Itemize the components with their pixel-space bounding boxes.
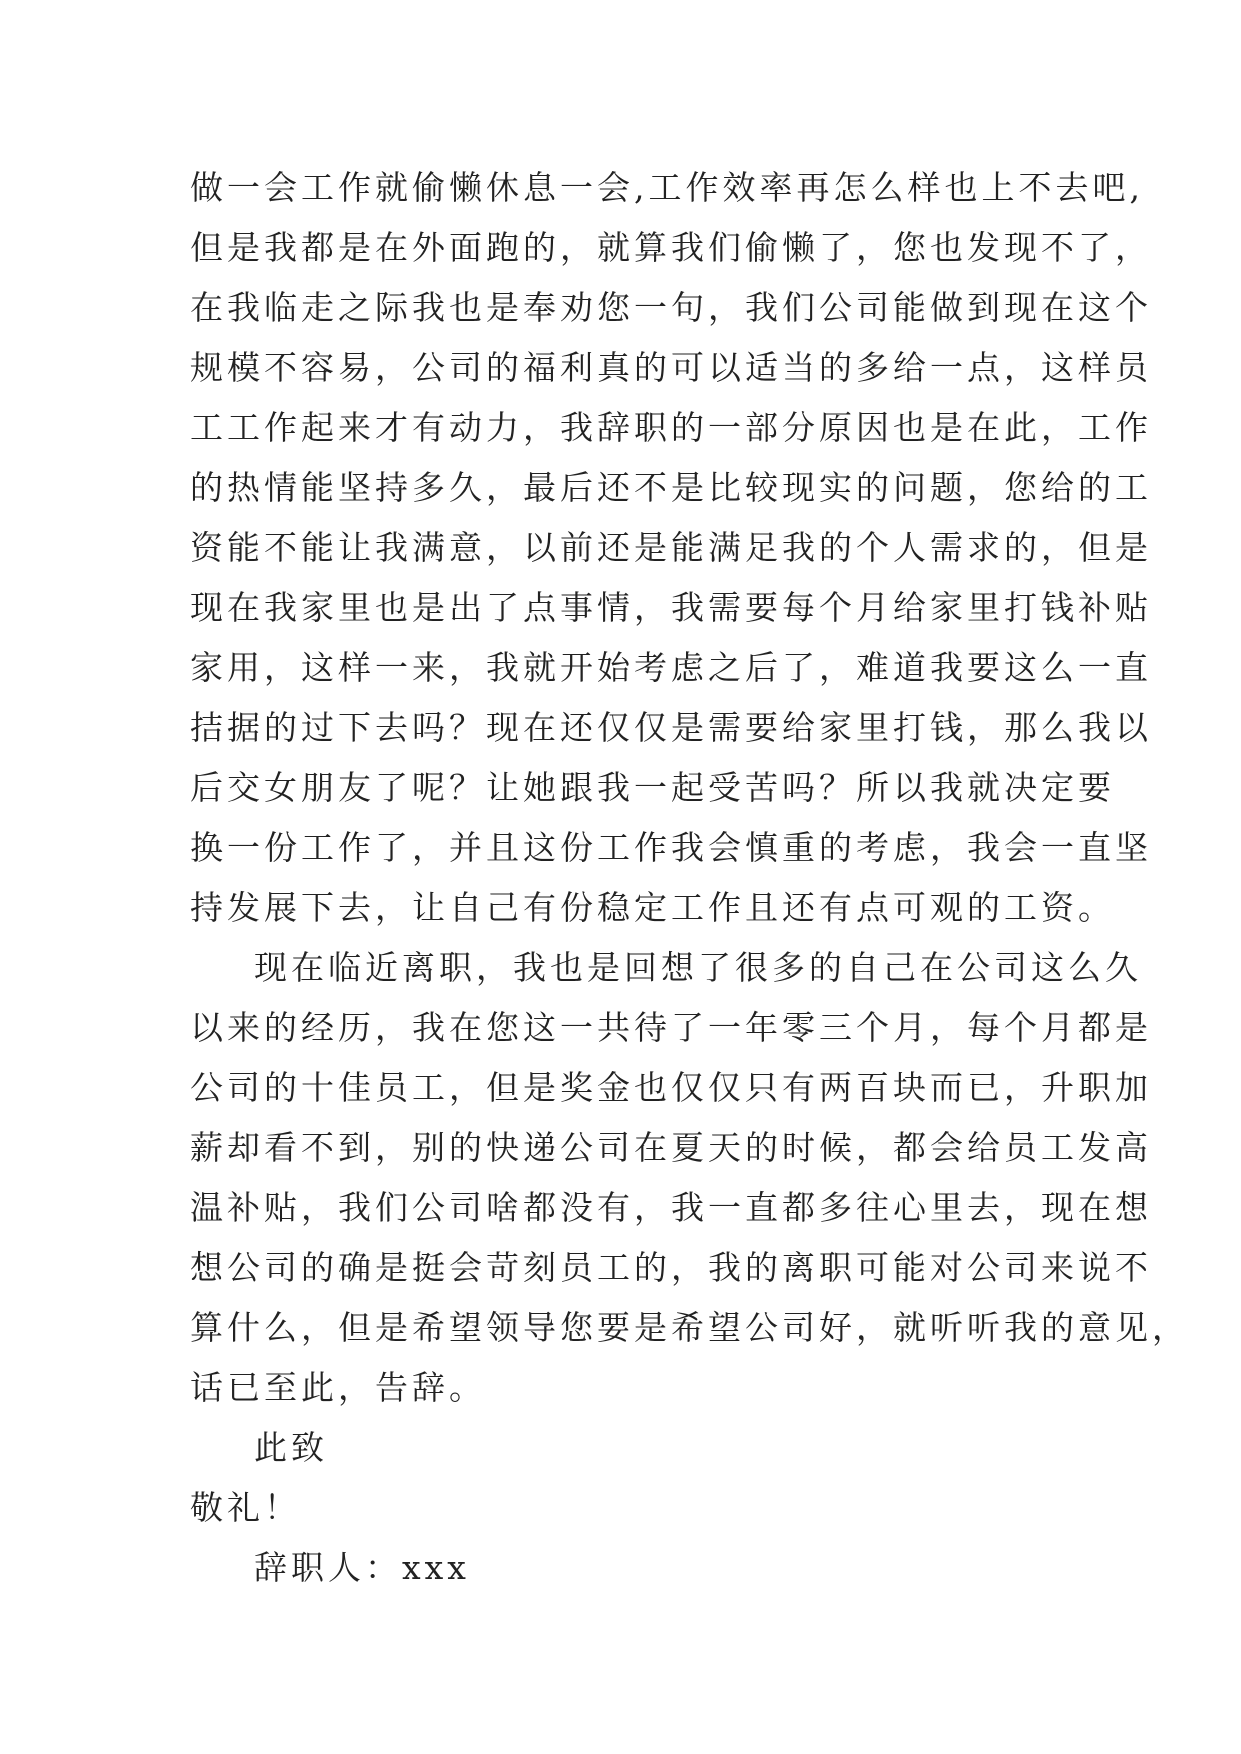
text-line: 家用，这样一来，我就开始考虑之后了，难道我要这么一直 xyxy=(190,648,1152,687)
text-line: 但是我都是在外面跑的，就算我们偷懒了，您也发现不了， xyxy=(190,228,1152,267)
text-line: 话已至此，告辞。 xyxy=(190,1368,486,1407)
text-line: 拮据的过下去吗？现在还仅仅是需要给家里打钱，那么我以 xyxy=(190,708,1152,747)
text-line: 算什么，但是希望领导您要是希望公司好，就听听我的意见， xyxy=(190,1308,1189,1347)
text-line: 以来的经历，我在您这一共待了一年零三个月，每个月都是 xyxy=(190,1008,1152,1047)
text-line: 资能不能让我满意，以前还是能满足我的个人需求的，但是 xyxy=(190,528,1152,567)
text-line: 公司的十佳员工，但是奖金也仅仅只有两百块而已，升职加 xyxy=(190,1068,1152,1107)
text-line: 后交女朋友了呢？让她跟我一起受苦吗？所以我就决定要 xyxy=(190,768,1115,807)
paragraph-2 xyxy=(190,938,1189,1418)
text-line: 换一份工作了，并且这份工作我会慎重的考虑，我会一直坚 xyxy=(190,828,1152,867)
text-line: 规模不容易，公司的福利真的可以适当的多给一点，这样员 xyxy=(190,348,1152,387)
text-line: 工工作起来才有动力，我辞职的一部分原因也是在此，工作 xyxy=(190,408,1152,447)
text-line: 想公司的确是挺会苛刻员工的，我的离职可能对公司来说不 xyxy=(190,1248,1152,1287)
text-line: 温补贴，我们公司啥都没有，我一直都多往心里去，现在想 xyxy=(190,1188,1152,1227)
text-line: 现在我家里也是出了点事情，我需要每个月给家里打钱补贴 xyxy=(190,588,1152,627)
text-line: 持发展下去，让自己有份稳定工作且还有点可观的工资。 xyxy=(190,888,1115,927)
text-line: 现在临近离职，我也是回想了很多的自己在公司这么久 xyxy=(254,948,1142,987)
text-line: 在我临走之际我也是奉劝您一句，我们公司能做到现在这个 xyxy=(190,288,1152,327)
letter-body xyxy=(190,158,1189,1598)
text-line: 的热情能坚持多久，最后还不是比较现实的问题，您给的工 xyxy=(190,468,1152,507)
text-line: 薪却看不到，别的快递公司在夏天的时候，都会给员工发高 xyxy=(190,1128,1152,1167)
text-line: 做一会工作就偷懒休息一会,工作效率再怎么样也上不去吧, xyxy=(190,168,1144,207)
paragraph-1 xyxy=(190,158,1152,938)
signature: 辞职人：xxx xyxy=(254,1548,470,1587)
closing-regards: 敬礼！ xyxy=(190,1488,301,1527)
closing-salutation: 此致 xyxy=(254,1428,328,1467)
